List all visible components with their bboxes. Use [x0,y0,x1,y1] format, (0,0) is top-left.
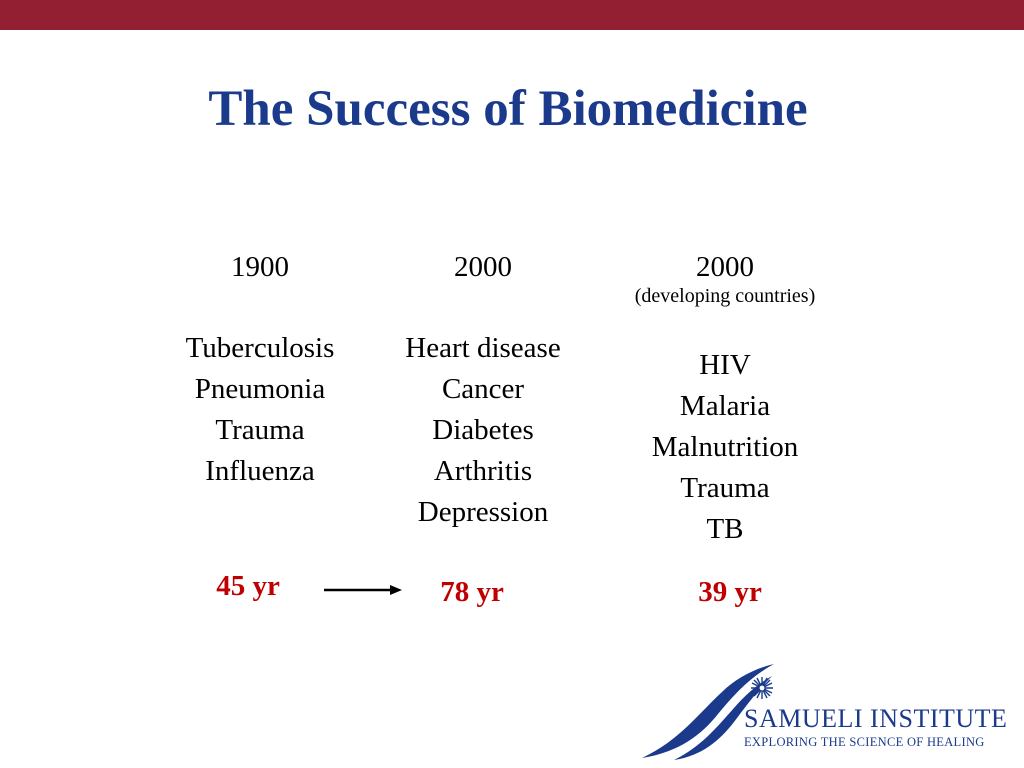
column-year: 1900 [231,251,289,283]
disease-list [594,345,856,550]
disease-item: Trauma [680,472,770,504]
disease-item: Malnutrition [651,431,799,463]
disease-item: Pneumonia [194,373,326,405]
disease-item: Depression [417,496,549,528]
lifespan-1900: 45 yr [216,570,280,602]
disease-list [383,328,583,533]
column-1900 [160,250,360,492]
star-burst-icon [750,676,774,700]
disease-item: Malaria [679,390,771,422]
top-banner-bar [0,0,1024,30]
column-year: 2000 [454,251,512,283]
disease-item: Tuberculosis [185,332,335,364]
logo-tagline: EXPLORING THE SCIENCE OF HEALING [744,735,985,749]
logo-name: SAMUELI INSTITUTE [744,704,1008,733]
disease-item: Influenza [205,455,315,487]
column-subtitle: (developing countries) [634,285,816,307]
disease-item: Arthritis [433,455,533,487]
disease-item: TB [706,513,744,545]
column-year: 2000 [696,251,754,283]
disease-item: Diabetes [432,414,534,446]
lifespan-2000: 78 yr [440,576,504,608]
disease-item: HIV [699,349,751,381]
lifespan-2000-developing: 39 yr [698,576,762,608]
column-2000 [383,250,583,533]
disease-item: Heart disease [405,332,561,364]
disease-list [160,328,360,492]
disease-item: Cancer [441,373,525,405]
column-2000-developing [594,250,856,550]
disease-item: Trauma [215,414,305,446]
slide-title: The Success of Biomedicine [208,81,808,137]
arrow-right-icon [322,582,404,598]
